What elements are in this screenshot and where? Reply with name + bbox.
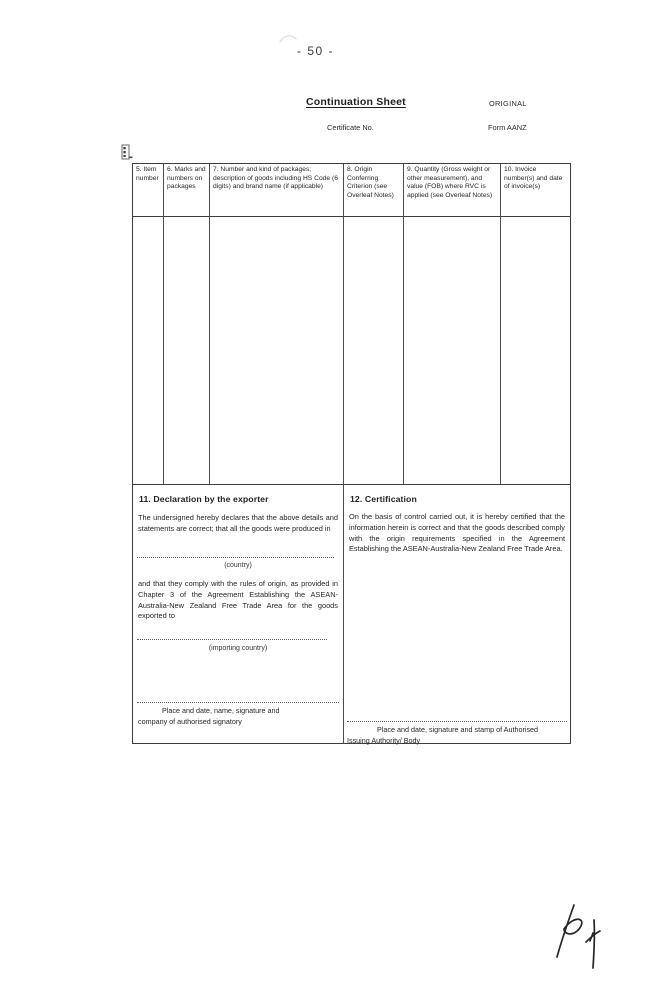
column-header-marks-numbers: 6. Marks and numbers on packages (164, 164, 210, 216)
goods-table-body-row (133, 217, 570, 485)
certification-heading: 12. Certification (350, 494, 417, 504)
column-header-item-number: 5. Item number (133, 164, 164, 216)
declaration-box (133, 485, 344, 743)
certificate-no-label: Certificate No. (327, 123, 374, 132)
authority-signature-caption-line2: Issuing Authority/ Body (347, 736, 421, 745)
page-number: - 50 - (297, 44, 335, 58)
certification-paragraph: On the basis of control carried out, it is hereby certified that the information herein is correct and that the goods described comply with the origin requirements specified in the Agreement Establishing the ASEAN-Australia-New Zealand Free Trade Area. (349, 512, 565, 554)
scan-artifact (276, 30, 300, 48)
exporter-signature-caption-line1: Place and date, name, signature and (162, 706, 280, 715)
handwritten-initials (540, 895, 654, 975)
table-cell-marks-numbers (164, 217, 210, 484)
column-header-invoice: 10. Invoice number(s) and date of invoice(s) (504, 166, 563, 191)
anchor-icon (121, 144, 133, 162)
exporter-signature-ruled-line (137, 702, 339, 703)
column-header-quantity-value: 9. Quantity (Gross weight or other measurement), and value (FOB) where RVC is applied (see Overleaf Notes) (404, 164, 501, 216)
signature-boxes-row (133, 485, 570, 743)
table-cell-invoice (501, 217, 570, 484)
goods-table-header-row (133, 164, 570, 217)
form-name-label: Form AANZ (488, 123, 527, 132)
table-cell-item-number (133, 217, 164, 484)
declaration-paragraph-1: The undersigned hereby declares that the above details and statements are correct; that all the goods were produced in (138, 513, 338, 533)
exporter-signature-caption-line2: company of authorised signatory (138, 717, 242, 726)
country-ruled-line (137, 557, 334, 558)
declaration-heading: 11. Declaration by the exporter (139, 494, 269, 504)
certification-box (344, 485, 570, 743)
authority-signature-ruled-line (347, 721, 567, 722)
column-header-origin-criterion: 8. Origin Conferring Criterion (see Overleaf Notes) (344, 164, 404, 216)
declaration-paragraph-2: and that they comply with the rules of origin, as provided in Chapter 3 of the Agreement Establishing the ASEAN-Australia-New Zealand Free Trade Area for the goods exported to (138, 579, 338, 621)
copy-type-label: ORIGINAL (489, 99, 527, 108)
column-header-packages-description: 7. Number and kind of packages; description of goods including HS Code (6 digits) and brand name (if applicable) (210, 164, 344, 216)
table-cell-quantity-value (404, 217, 501, 484)
importing-country-ruled-line (137, 639, 327, 640)
table-cell-origin-criterion (344, 217, 404, 484)
document-title: Continuation Sheet (306, 96, 406, 108)
country-label: (country) (224, 562, 252, 569)
table-cell-packages-description (210, 217, 344, 484)
importing-country-label: (importing country) (208, 645, 268, 652)
goods-table (132, 163, 571, 744)
authority-signature-caption-line1: Place and date, signature and stamp of Authorised (377, 725, 539, 734)
